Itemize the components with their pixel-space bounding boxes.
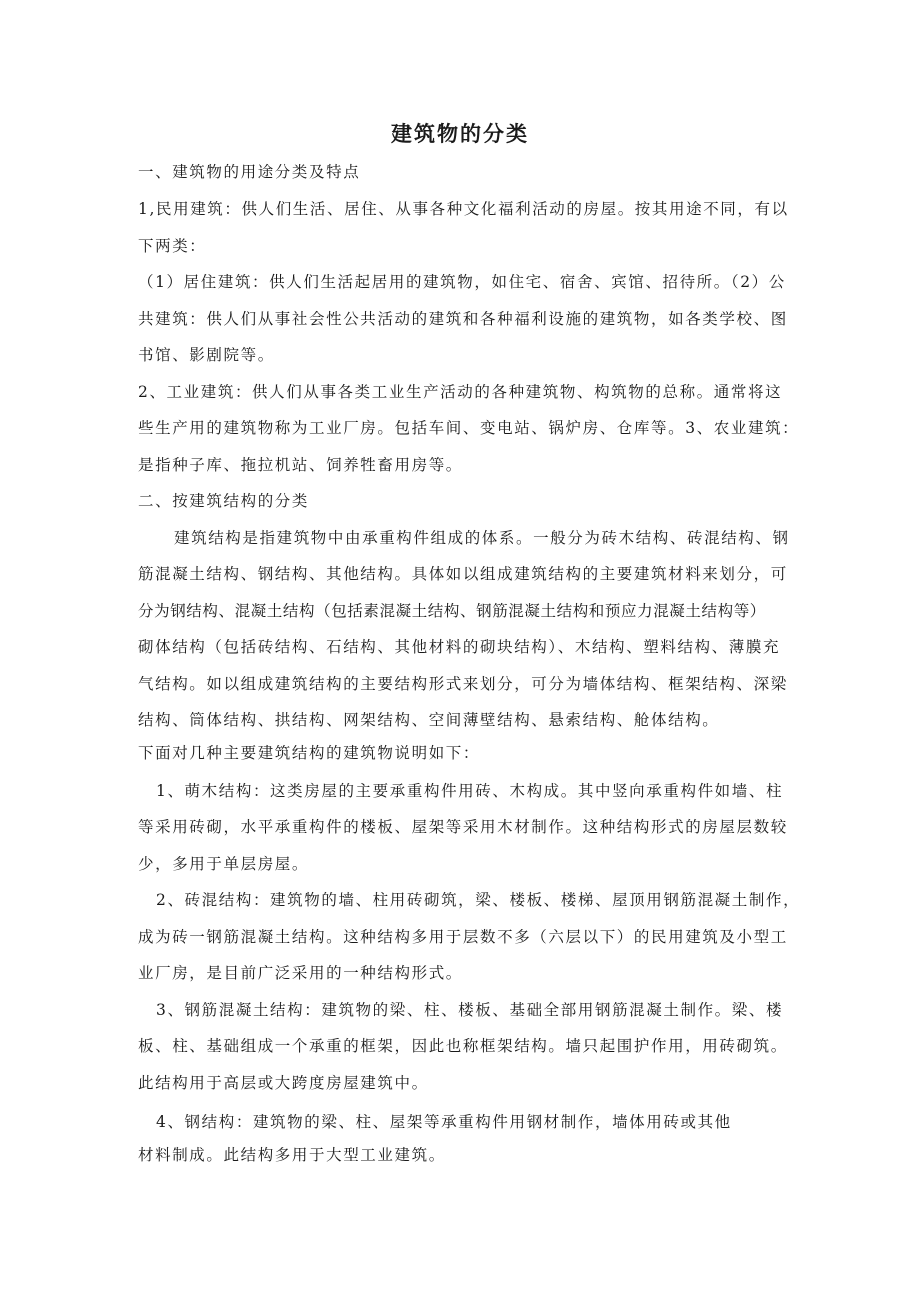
paragraph-line: 气结构。如以组成建筑结构的主要结构形式来划分，可分为墙体结构、框架结构、深梁 bbox=[138, 675, 788, 693]
paragraph-line: 砌体结构（包括砖结构、石结构、其他材料的砌块结构）、木结构、塑料结构、薄膜充 bbox=[138, 638, 781, 656]
document-title: 建筑物的分类 bbox=[391, 121, 529, 146]
paragraph-line: 下两类： bbox=[138, 237, 207, 255]
paragraph-line: 3、钢筋混凝土结构：建筑物的梁、柱、楼板、基础全部用钢筋混凝土制作。梁、楼 bbox=[156, 1001, 784, 1019]
paragraph-line: 筋混凝土结构、钢结构、其他结构。具体如以组成建筑结构的主要建筑材料来划分，可 bbox=[138, 565, 788, 583]
paragraph-line: 1,民用建筑：供人们生活、居住、从事各种文化福利活动的房屋。按其用途不同，有以 bbox=[138, 200, 789, 218]
paragraph-line: 少，多用于单层房屋。 bbox=[138, 855, 310, 873]
paragraph-line: 2、砖混结构：建筑物的墙、柱用砖砌筑，梁、楼板、楼梯、屋顶用钢筋混凝土制作， bbox=[156, 891, 801, 909]
paragraph-line: 成为砖一钢筋混凝土结构。这种结构多用于层数不多（六层以下）的民用建筑及小型工 bbox=[138, 928, 788, 946]
paragraph-line: 1、萌木结构：这类房屋的主要承重构件用砖、木构成。其中竖向承重构件如墙、柱 bbox=[156, 782, 784, 800]
paragraph-line: 分为钢结构、混凝土结构（包括素混凝土结构、钢筋混凝土结构和预应力混凝土结构等） bbox=[138, 602, 766, 620]
section-heading-structure: 二、按建筑结构的分类 bbox=[138, 492, 310, 510]
paragraph-line: 此结构用于高层或大跨度房屋建筑中。 bbox=[138, 1074, 429, 1092]
paragraph-line: 下面对几种主要建筑结构的建筑物说明如下： bbox=[138, 744, 481, 762]
paragraph-line: 书馆、影剧院等。 bbox=[138, 346, 275, 364]
paragraph-line: 业厂房，是目前广泛采用的一种结构形式。 bbox=[138, 964, 463, 982]
paragraph-line: 是指种子库、拖拉机站、饲养牲畜用房等。 bbox=[138, 456, 463, 474]
section-heading-usage: 一、建筑物的用途分类及特点 bbox=[138, 163, 361, 181]
paragraph-line: 等采用砖砌，水平承重构件的楼板、屋架等采用木材制作。这种结构形式的房屋层数较 bbox=[138, 818, 788, 836]
paragraph-line: 结构、筒体结构、拱结构、网架结构、空间薄壁结构、悬索结构、舱体结构。 bbox=[138, 711, 720, 729]
paragraph-line: 些生产用的建筑物称为工业厂房。包括车间、变电站、锅炉房、仓库等。3、农业建筑： bbox=[138, 419, 800, 437]
paragraph-line: 材料制成。此结构多用于大型工业建筑。 bbox=[138, 1146, 446, 1164]
paragraph-line: （1）居住建筑：供人们生活起居用的建筑物，如住宅、宿舍、宾馆、招待所。（2）公 bbox=[138, 273, 786, 291]
paragraph-line: 建筑结构是指建筑物中由承重构件组成的体系。一般分为砖木结构、砖混结构、钢 bbox=[174, 529, 790, 547]
paragraph-line: 板、柱、基础组成一个承重的框架，因此也称框架结构。墙只起围护作用，用砖砌筑。 bbox=[138, 1037, 788, 1055]
paragraph-line: 共建筑：供人们从事社会性公共活动的建筑和各种福利设施的建筑物，如各类学校、图 bbox=[138, 310, 788, 328]
paragraph-line: 2、工业建筑：供人们从事各类工业生产活动的各种建筑物、构筑物的总称。通常将这 bbox=[138, 383, 783, 401]
paragraph-line: 4、钢结构：建筑物的梁、柱、屋架等承重构件用钢材制作，墙体用砖或其他 bbox=[156, 1113, 732, 1131]
